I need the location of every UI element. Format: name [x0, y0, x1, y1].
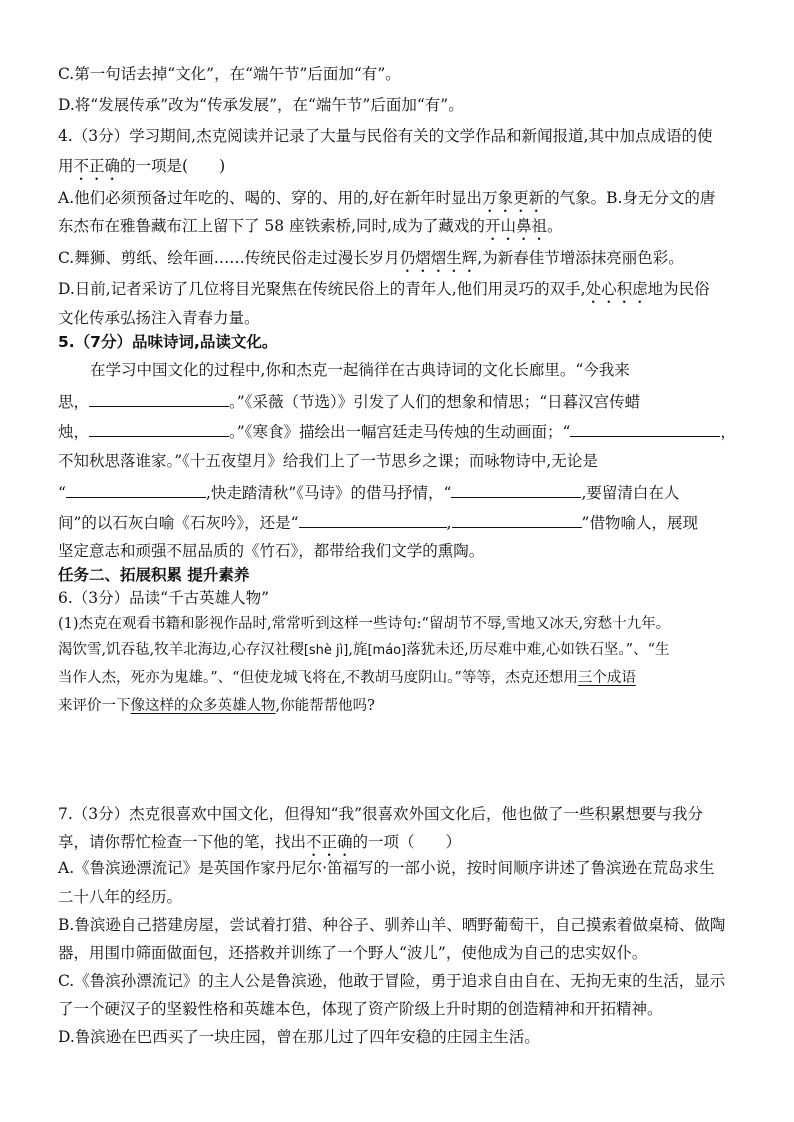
q5-line6: 间”的以石灰白喻《石灰吟》，还是“ , ”借物喻人，展现 [58, 511, 698, 533]
q7-line1: 7.（3分）杰克很喜欢中国文化，但得知“我”很喜欢外国文化后，他也做了一些积累想要与我分 [58, 805, 704, 823]
q6-line4: 来评价一下像这样的众多英雄人物,你能帮帮他吗? [58, 698, 375, 714]
answer-blank[interactable] [66, 481, 206, 498]
underlined-text: 三个成语 [577, 670, 636, 686]
answer-blank[interactable] [89, 390, 229, 407]
underlined-text: 像这样的众多英雄人物 [130, 698, 276, 714]
q7-option-c-line1: C.《鲁滨孙漂流记》的主人公是鲁滨逊，他敢于冒险，勇于追求自由自在、无拘无束的生活，显示 [58, 972, 726, 990]
q4-option-d-line2: 文化传承弘扬注入青春力量。 [58, 309, 260, 327]
q4-option-c: C.舞狮、剪纸、绘年画……传统民俗走过漫长岁月仍熠熠生辉,为新春佳节增添抹亮丽色彩。 [58, 249, 684, 267]
answer-blank[interactable] [570, 420, 720, 437]
q4-idiom-d: 处心积虑 [585, 280, 648, 298]
q5-line5: “ ,快走踏清秋”《马诗》的借马抒情，“ ,要留清白在人 [58, 481, 679, 503]
answer-blank[interactable] [452, 511, 582, 528]
q5-title: 5.（7分）品味诗词,品读文化。 [58, 333, 278, 351]
q6-line3: 当作人杰，死亦为鬼雄。”、“但使龙城飞将在,不教胡马度阴山。”等等，杰克还想用三个成语 [58, 670, 636, 686]
q4-stem-line2: 用不正确的一项是( ) [58, 157, 226, 175]
answer-blank[interactable] [299, 511, 447, 528]
answer-blank[interactable] [451, 481, 581, 498]
q7-option-b-line2: 器，用围巾筛面做面包，还搭救并训练了一个野人“波儿”，使他成为自己的忠实奴仆。 [58, 944, 648, 962]
q5-line2: 思， 。”《采薇（节选）》引发了人们的想象和情思；“日暮汉宫传蜡 [58, 390, 640, 412]
q6-line1: (1)杰克在观看书籍和影视作品时,常常听到这样一些诗句:“留胡节不辱,雪地又冰天,穷愁十九年。 [58, 616, 671, 632]
q5-line1: 在学习中国文化的过程中,你和杰克一起徜徉在古典诗词的文化长廊里。“今我来 [90, 361, 630, 379]
q7-option-d: D.鲁滨逊在巴西买了一块庄园，曾在那儿过了四年安稳的庄园主生活。 [58, 1028, 540, 1046]
q6-line2: 渴饮雪,饥吞毡,牧羊北海边,心存汉社稷[shè jì],旄[máo]落犹未还,历尽难中难,心如铁石坚。”、“生 [58, 642, 670, 658]
q3-option-d: D.将“发展传承”改为“传承发展”，在“端午节”后面加“有”。 [58, 96, 464, 114]
answer-blank[interactable] [89, 420, 229, 437]
q4-option-d-line1: D.日前,记者采访了几位将目光聚焦在传统民俗上的青年人,他们用灵巧的双手,处心积虑地为民俗 [58, 280, 710, 298]
emphasis-dots: 不正确 [306, 833, 353, 851]
q7-line2: 享，请你帮忙检查一下他的笔，找出不正确的一项（ ） [58, 833, 462, 851]
q5-line4: 不知秋思落谁家。”《十五夜望月》给我们上了一节思乡之课；而咏物诗中,无论是 [58, 452, 598, 470]
q6-title: 6.（3分）品读“千古英雄人物” [58, 589, 269, 607]
q5-line7: 坚定意志和顽强不屈品质的《竹石》，都带给我们文学的熏陶。 [58, 542, 485, 560]
q4-stem-line1: 4.（3分）学习期间,杰克阅读并记录了大量与民俗有关的文学作品和新闻报道,其中加点成语的使 [58, 127, 713, 145]
task2-heading: 任务二、拓展积累 提升素养 [58, 566, 250, 584]
q5-line3: 烛， 。”《寒食》描绘出一幅宫廷走马传烛的生动画面；“ ， [58, 420, 736, 442]
q4-idiom-c: 仍熠熠生辉 [399, 249, 478, 267]
emphasis-dots: 不正确 [73, 157, 121, 175]
q4-option-a-line1: A.他们必须预备过年吃的、喝的、穿的、用的,好在新年时显出万象更新的气象。B.身无分文的唐 [58, 189, 716, 207]
q7-option-a-line2: 二十八年的经历。 [58, 888, 183, 906]
q4-option-b-line: 东杰布在雅鲁藏布江上留下了 58 座铁索桥,同时,成为了藏戏的开山鼻祖。 [58, 217, 563, 235]
q7-option-c-line2: 了一个硬汉子的坚毅性格和英雄本色，体现了资产阶级上升时期的创造精神和开拓精神。 [58, 1000, 663, 1018]
q7-option-a-line1: A.《鲁滨逊漂流记》是英国作家丹尼尔·笛福写的一部小说，按时间顺序讲述了鲁滨逊在荒岛求生 [58, 859, 715, 877]
q4-idiom-a: 万象更新 [482, 189, 545, 207]
q7-option-b-line1: B.鲁滨逊自己搭建房屋，尝试着打猎、种谷子、驯养山羊、晒野葡萄干，自己摸索着做桌椅、做陶 [58, 916, 726, 934]
q3-option-c: C.第一句话去掉“文化”，在“端午节”后面加“有”。 [58, 65, 401, 83]
q4-idiom-b: 开山鼻祖 [484, 217, 547, 235]
